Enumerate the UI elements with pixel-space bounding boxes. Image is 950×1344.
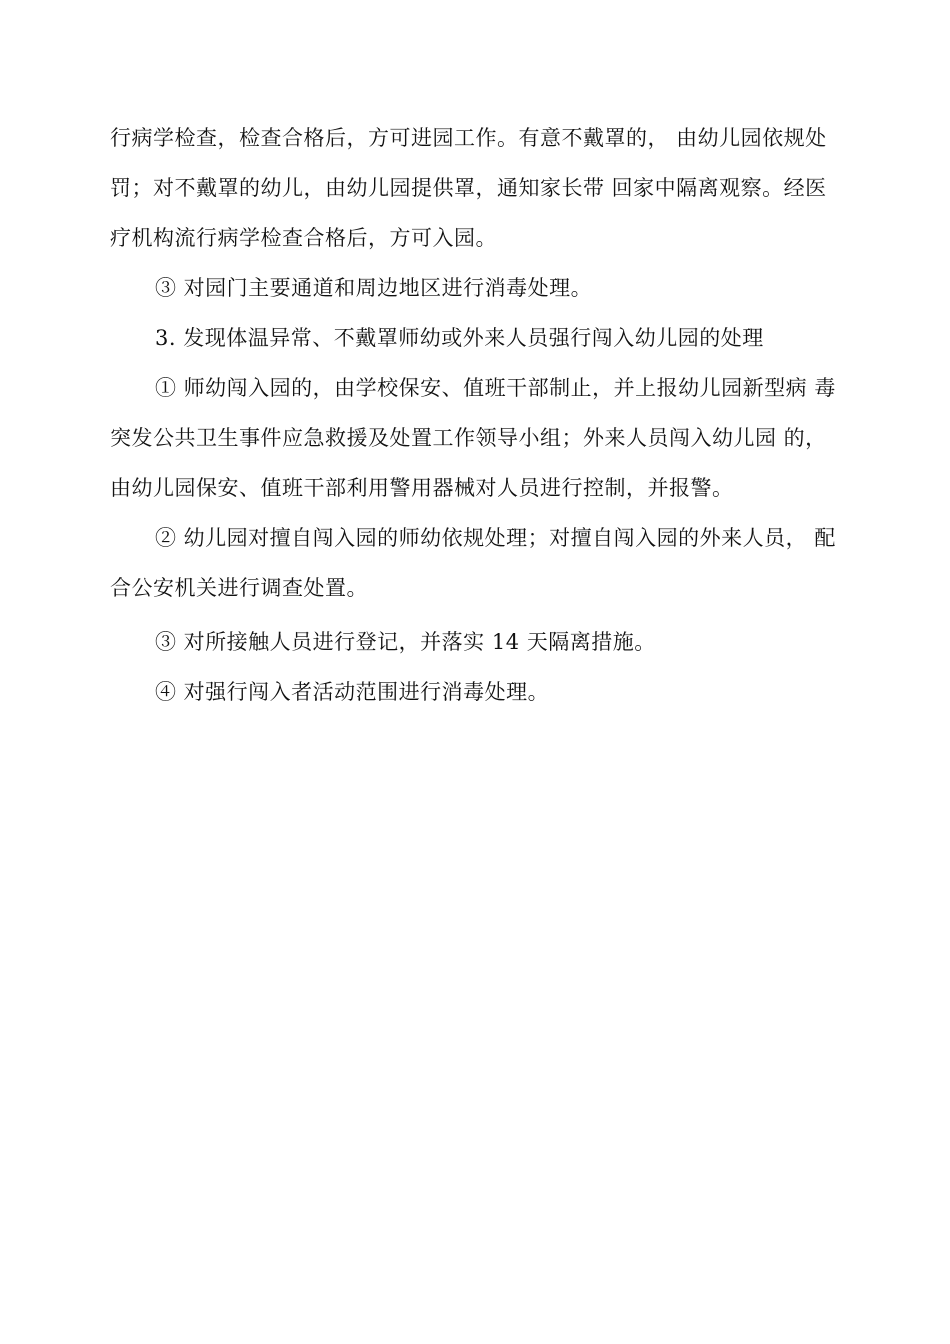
- paragraph-line-1: 行病学检查，检查合格后，方可进园工作。有意不戴罩的， 由幼儿园依规处: [110, 126, 827, 150]
- list-item-2-line-1: ② 幼儿园对擅自闯入园的师幼依规处理；对擅自闯入园的外来人员， 配: [155, 526, 836, 550]
- list-item-1-line-2: 突发公共卫生事件应急救援及处置工作领导小组；外来人员闯入幼儿园 的，: [110, 426, 827, 450]
- list-item-4: ④ 对强行闯入者活动范围进行消毒处理。: [155, 680, 550, 704]
- list-item-3: ③ 对所接触人员进行登记，并落实 14 天隔离措施。: [155, 630, 656, 654]
- list-item-1-line-1: ① 师幼闯入园的，由学校保安、值班干部制止，并上报幼儿园新型病 毒: [155, 376, 836, 400]
- list-item-2-line-2: 合公安机关进行调查处置。: [110, 576, 368, 600]
- list-item-disinfect-gate: ③ 对园门主要通道和周边地区进行消毒处理。: [155, 276, 593, 300]
- list-item-1-line-3: 由幼儿园保安、值班干部利用警用器械对人员进行控制，并报警。: [110, 476, 734, 500]
- section-heading-3: 3. 发现体温异常、不戴罩师幼或外来人员强行闯入幼儿园的处理: [155, 326, 764, 350]
- paragraph-line-2: 罚；对不戴罩的幼儿，由幼儿园提供罩，通知家长带 回家中隔离观察。经医: [110, 176, 827, 200]
- paragraph-line-3: 疗机构流行病学检查合格后，方可入园。: [110, 226, 497, 250]
